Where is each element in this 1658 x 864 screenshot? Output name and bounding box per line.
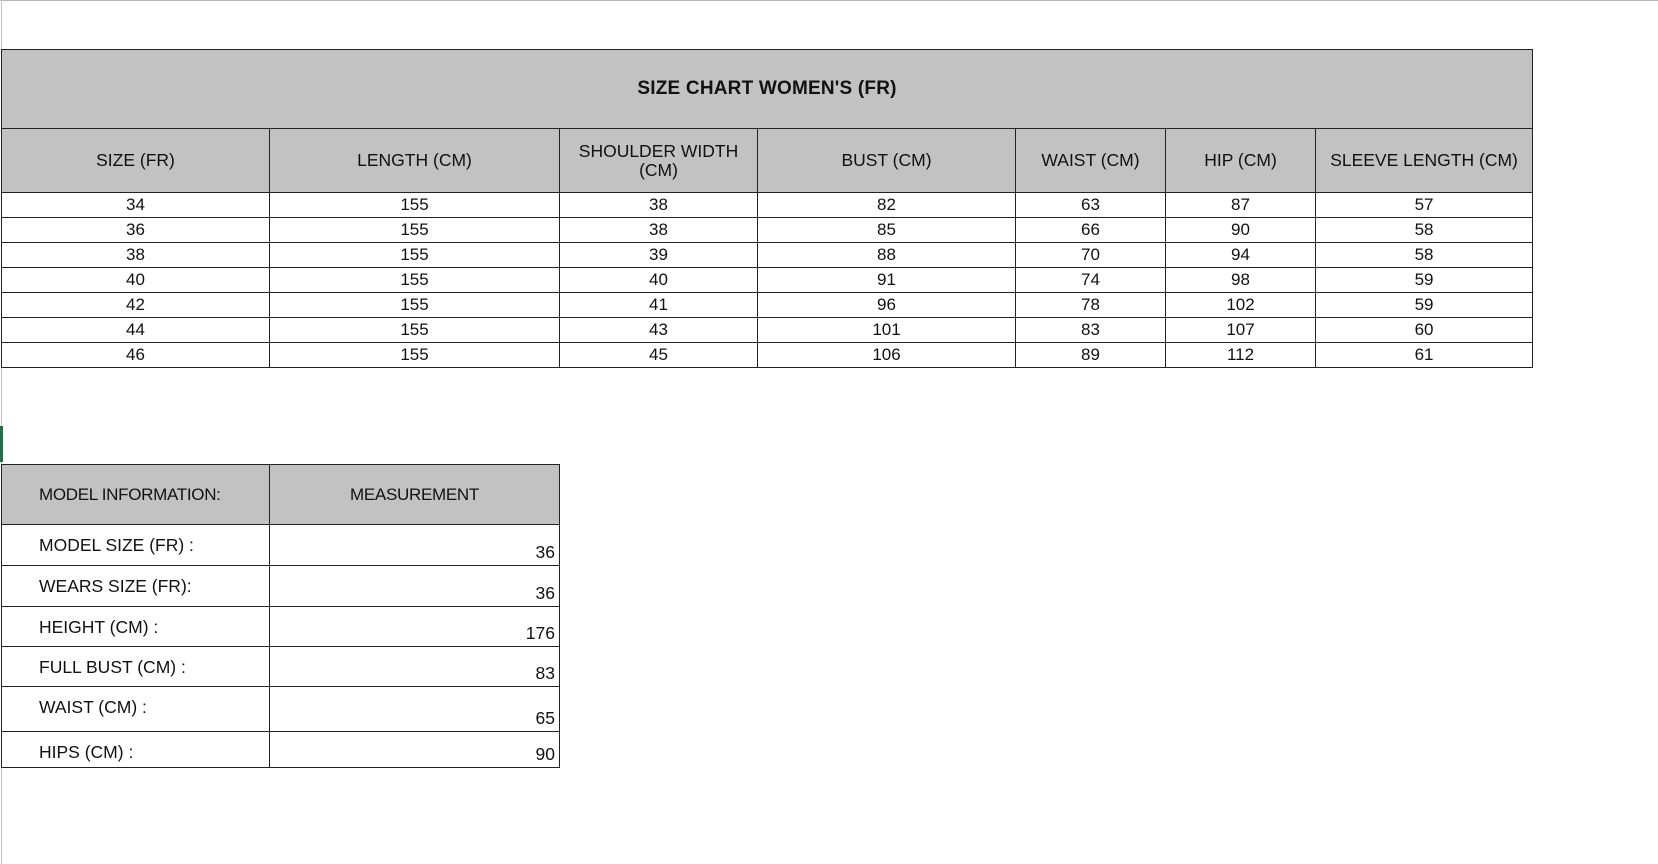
cell-waist[interactable]: 74 [1016,268,1166,293]
table-row [2,318,1533,343]
cell-waist[interactable]: 78 [1016,293,1166,318]
cell-shoulder-width[interactable]: 38 [560,193,758,218]
column-header-size[interactable]: SIZE (FR) [2,129,270,193]
cell-hip[interactable]: 87 [1166,193,1316,218]
cell-shoulder-width[interactable]: 38 [560,218,758,243]
model-info-value[interactable]: 36 [270,525,560,566]
model-info-label[interactable]: FULL BUST (CM) : [2,647,270,687]
column-header-shoulder-width-label: SHOULDER WIDTH (CM) [578,140,739,180]
model-info-value[interactable]: 90 [270,732,560,768]
size-chart-title[interactable]: SIZE CHART WOMEN'S (FR) [2,50,1533,129]
model-info-value[interactable]: 65 [270,687,560,732]
cell-waist[interactable]: 66 [1016,218,1166,243]
cell-hip[interactable]: 112 [1166,343,1316,368]
cell-bust[interactable]: 82 [758,193,1016,218]
cell-size[interactable]: 42 [2,293,270,318]
table-row [2,607,560,647]
cell-sleeve-length[interactable]: 59 [1316,293,1533,318]
cell-size[interactable]: 38 [2,243,270,268]
column-header-waist[interactable]: WAIST (CM) [1016,129,1166,193]
table-row [2,193,1533,218]
cell-bust[interactable]: 91 [758,268,1016,293]
cell-size[interactable]: 36 [2,218,270,243]
column-header-shoulder-width[interactable] [560,129,758,193]
cell-size[interactable]: 34 [2,193,270,218]
model-info-value[interactable]: 36 [270,566,560,607]
sheet-top-border [0,0,1658,1]
cell-shoulder-width[interactable]: 45 [560,343,758,368]
model-info-label[interactable]: WAIST (CM) : [2,687,270,732]
table-row [2,687,560,732]
cell-hip[interactable]: 94 [1166,243,1316,268]
cell-shoulder-width[interactable]: 39 [560,243,758,268]
cell-length[interactable]: 155 [270,193,560,218]
cell-bust[interactable]: 106 [758,343,1016,368]
cell-waist[interactable]: 83 [1016,318,1166,343]
cell-shoulder-width[interactable]: 40 [560,268,758,293]
cell-bust[interactable]: 85 [758,218,1016,243]
cell-hip[interactable]: 102 [1166,293,1316,318]
model-info-value[interactable]: 83 [270,647,560,687]
model-info-header-value[interactable]: MEASUREMENT [270,465,560,525]
cell-length[interactable]: 155 [270,318,560,343]
cell-hip[interactable]: 107 [1166,318,1316,343]
cell-size[interactable]: 40 [2,268,270,293]
cell-hip[interactable]: 90 [1166,218,1316,243]
cell-waist[interactable]: 70 [1016,243,1166,268]
table-row [2,293,1533,318]
model-info-label[interactable]: MODEL SIZE (FR) : [2,525,270,566]
size-chart-header-row [2,129,1533,193]
cell-sleeve-length[interactable]: 58 [1316,243,1533,268]
cell-shoulder-width[interactable]: 41 [560,293,758,318]
model-info-label[interactable]: WEARS SIZE (FR): [2,566,270,607]
cell-waist[interactable]: 89 [1016,343,1166,368]
table-row [2,732,560,768]
cell-sleeve-length[interactable]: 60 [1316,318,1533,343]
cell-bust[interactable]: 88 [758,243,1016,268]
cell-waist[interactable]: 63 [1016,193,1166,218]
model-info-table [1,464,560,768]
cell-length[interactable]: 155 [270,293,560,318]
cell-bust[interactable]: 101 [758,318,1016,343]
cell-sleeve-length[interactable]: 59 [1316,268,1533,293]
size-chart-table [1,49,1533,368]
column-header-bust[interactable]: BUST (CM) [758,129,1016,193]
table-row [2,525,560,566]
table-row [2,268,1533,293]
model-info-header-label[interactable]: MODEL INFORMATION: [2,465,270,525]
cell-sleeve-length[interactable]: 61 [1316,343,1533,368]
cell-bust[interactable]: 96 [758,293,1016,318]
model-info-header-row [2,465,560,525]
size-chart-body [2,193,1533,368]
table-row [2,343,1533,368]
active-cell-indicator [0,426,3,462]
cell-length[interactable]: 155 [270,343,560,368]
table-row [2,566,560,607]
model-info-body [2,525,560,768]
cell-shoulder-width[interactable]: 43 [560,318,758,343]
model-info-label[interactable]: HIPS (CM) : [2,732,270,768]
cell-length[interactable]: 155 [270,218,560,243]
column-header-hip[interactable]: HIP (CM) [1166,129,1316,193]
table-row [2,243,1533,268]
cell-size[interactable]: 46 [2,343,270,368]
model-info-label[interactable]: HEIGHT (CM) : [2,607,270,647]
size-chart-title-row [2,50,1533,129]
model-info-value[interactable]: 176 [270,607,560,647]
column-header-sleeve-length[interactable]: SLEEVE LENGTH (CM) [1316,129,1533,193]
table-row [2,647,560,687]
table-row [2,218,1533,243]
cell-hip[interactable]: 98 [1166,268,1316,293]
cell-length[interactable]: 155 [270,268,560,293]
cell-sleeve-length[interactable]: 58 [1316,218,1533,243]
cell-sleeve-length[interactable]: 57 [1316,193,1533,218]
cell-length[interactable]: 155 [270,243,560,268]
cell-size[interactable]: 44 [2,318,270,343]
column-header-length[interactable]: LENGTH (CM) [270,129,560,193]
